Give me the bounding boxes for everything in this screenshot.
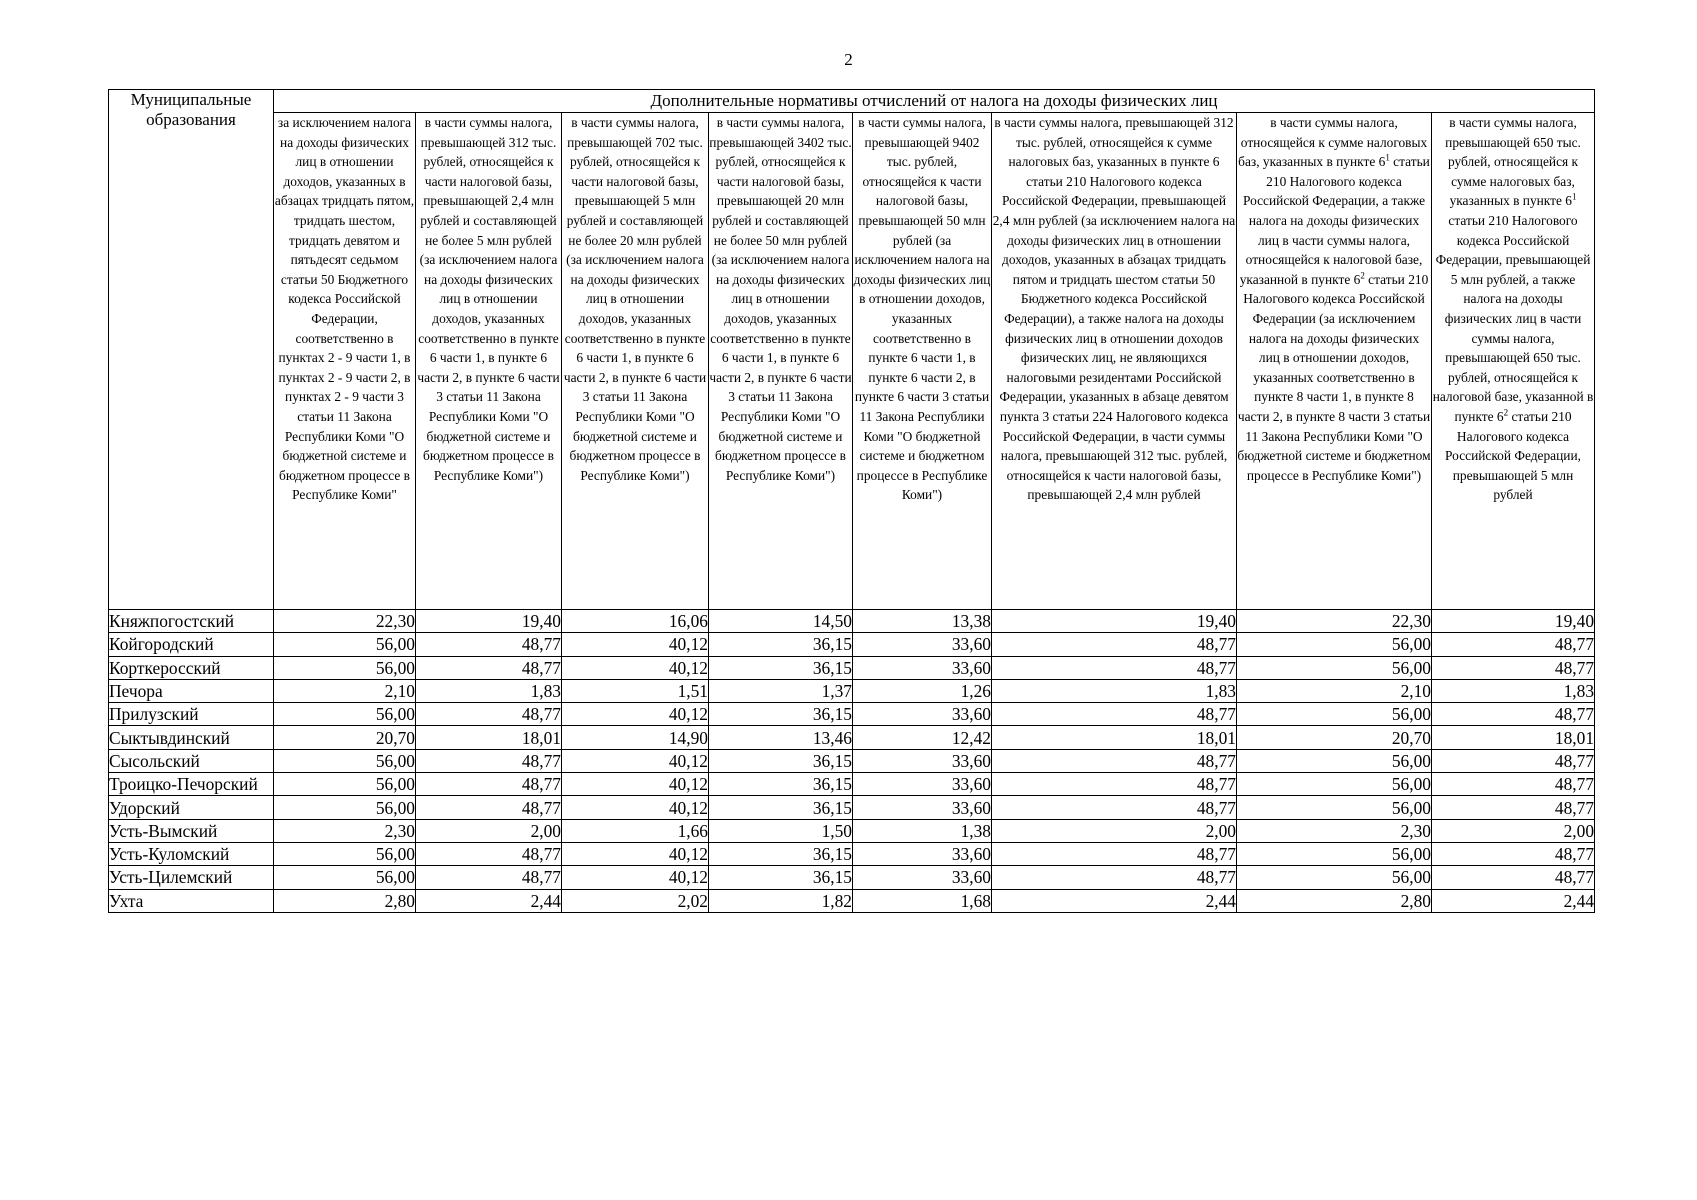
value-cell: 48,77 bbox=[992, 633, 1237, 656]
value-cell: 20,70 bbox=[274, 726, 416, 749]
table-row bbox=[109, 889, 1595, 912]
table-row bbox=[109, 749, 1595, 772]
value-cell: 33,60 bbox=[853, 796, 992, 819]
column-header: за исключением налога на доходы физических лиц в отношении доходов, указанных в абзацах тридцать пятом, тридцать шестом, тридцать девятом и пятьдесят седьмом статьи 50 Бюджетного кодекса Российской Федерации, соответственно в пунктах 2 - 9 части 1, в пунктах 2 - 9 части 2, в пунктах 2 - 9 части 3 статьи 11 Закона Республики Коми "О бюджетной системе и бюджетном процессе в Республике Коми" bbox=[274, 113, 416, 610]
municipality-name: Печора bbox=[109, 679, 274, 702]
value-cell: 48,77 bbox=[992, 749, 1237, 772]
value-cell: 33,60 bbox=[853, 656, 992, 679]
table-row bbox=[109, 842, 1595, 865]
value-cell: 36,15 bbox=[709, 796, 853, 819]
value-cell: 20,70 bbox=[1237, 726, 1432, 749]
value-cell: 19,40 bbox=[992, 610, 1237, 633]
value-cell: 40,12 bbox=[562, 866, 709, 889]
municipality-name: Корткеросский bbox=[109, 656, 274, 679]
value-cell: 48,77 bbox=[416, 703, 562, 726]
value-cell: 56,00 bbox=[1237, 656, 1432, 679]
value-cell: 22,30 bbox=[1237, 610, 1432, 633]
value-cell: 48,77 bbox=[1432, 703, 1595, 726]
municipality-header: Муниципальные образования bbox=[109, 90, 274, 610]
column-header: в части суммы налога, превышающей 312 тыс. рублей, относящейся к части налоговой базы, превышающей 2,4 млн рублей и составляющей не более 5 млн рублей (за исключением налога на доходы физических лиц в отношении доходов, указанных соответственно в пункте 6 части 1, в пункте 6 части 2, в пункте 6 части 3 статьи 11 Закона Республики Коми "О бюджетной системе и бюджетном процессе в Республике Коми") bbox=[416, 113, 562, 610]
value-cell: 36,15 bbox=[709, 703, 853, 726]
value-cell: 48,77 bbox=[416, 656, 562, 679]
municipality-name: Койгородский bbox=[109, 633, 274, 656]
table-row bbox=[109, 633, 1595, 656]
table-body bbox=[109, 610, 1595, 913]
value-cell: 13,46 bbox=[709, 726, 853, 749]
value-cell: 36,15 bbox=[709, 842, 853, 865]
table-row bbox=[109, 819, 1595, 842]
value-cell: 56,00 bbox=[1237, 703, 1432, 726]
value-cell: 2,44 bbox=[1432, 889, 1595, 912]
value-cell: 1,51 bbox=[562, 679, 709, 702]
table-row bbox=[109, 773, 1595, 796]
value-cell: 48,77 bbox=[416, 796, 562, 819]
value-cell: 33,60 bbox=[853, 866, 992, 889]
value-cell: 40,12 bbox=[562, 842, 709, 865]
value-cell: 33,60 bbox=[853, 703, 992, 726]
group-header: Дополнительные нормативы отчислений от налога на доходы физических лиц bbox=[274, 90, 1595, 113]
value-cell: 2,02 bbox=[562, 889, 709, 912]
value-cell: 2,80 bbox=[1237, 889, 1432, 912]
value-cell: 40,12 bbox=[562, 656, 709, 679]
value-cell: 56,00 bbox=[274, 656, 416, 679]
value-cell: 1,66 bbox=[562, 819, 709, 842]
value-cell: 33,60 bbox=[853, 842, 992, 865]
value-cell: 48,77 bbox=[1432, 633, 1595, 656]
value-cell: 56,00 bbox=[274, 866, 416, 889]
value-cell: 48,77 bbox=[1432, 842, 1595, 865]
value-cell: 18,01 bbox=[416, 726, 562, 749]
page-number: 2 bbox=[844, 50, 853, 69]
value-cell: 40,12 bbox=[562, 633, 709, 656]
value-cell: 48,77 bbox=[1432, 796, 1595, 819]
value-cell: 16,06 bbox=[562, 610, 709, 633]
column-header: в части суммы налога, превышающей 3402 тыс. рублей, относящейся к части налоговой базы, превышающей 20 млн рублей и составляющей не более 50 млн рублей (за исключением налога на доходы физических лиц в отношении доходов, указанных соответственно в пункте 6 части 1, в пункте 6 части 2, в пункте 6 части 3 статьи 11 Закона Республики Коми "О бюджетной системе и бюджетном процессе в Республике Коми") bbox=[709, 113, 853, 610]
value-cell: 40,12 bbox=[562, 796, 709, 819]
value-cell: 48,77 bbox=[416, 866, 562, 889]
value-cell: 1,37 bbox=[709, 679, 853, 702]
value-cell: 56,00 bbox=[1237, 633, 1432, 656]
column-header: в части суммы налога, превышающей 9402 тыс. рублей, относящейся к части налоговой базы, превышающей 50 млн рублей (за исключением налога на доходы физических лиц в отношении доходов, указанных соответственно в пункте 6 части 1, в пункте 6 части 2, в пункте 6 части 3 статьи 11 Закона Республики Коми "О бюджетной системе и бюджетном процессе в Республике Коми") bbox=[853, 113, 992, 610]
value-cell: 1,83 bbox=[1432, 679, 1595, 702]
value-cell: 2,44 bbox=[416, 889, 562, 912]
municipality-name: Сыктывдинский bbox=[109, 726, 274, 749]
value-cell: 36,15 bbox=[709, 633, 853, 656]
value-cell: 48,77 bbox=[992, 796, 1237, 819]
value-cell: 36,15 bbox=[709, 773, 853, 796]
value-cell: 40,12 bbox=[562, 773, 709, 796]
table-row bbox=[109, 726, 1595, 749]
value-cell: 2,80 bbox=[274, 889, 416, 912]
value-cell: 40,12 bbox=[562, 703, 709, 726]
value-cell: 1,83 bbox=[992, 679, 1237, 702]
table-row bbox=[109, 866, 1595, 889]
table-row bbox=[109, 679, 1595, 702]
municipality-name: Троицко-Печорский bbox=[109, 773, 274, 796]
value-cell: 56,00 bbox=[1237, 773, 1432, 796]
value-cell: 1,68 bbox=[853, 889, 992, 912]
table-row bbox=[109, 610, 1595, 633]
value-cell: 33,60 bbox=[853, 773, 992, 796]
value-cell: 48,77 bbox=[1432, 656, 1595, 679]
municipality-name: Прилузский bbox=[109, 703, 274, 726]
value-cell: 19,40 bbox=[416, 610, 562, 633]
table-row bbox=[109, 796, 1595, 819]
value-cell: 2,30 bbox=[274, 819, 416, 842]
table-row bbox=[109, 656, 1595, 679]
value-cell: 48,77 bbox=[416, 773, 562, 796]
value-cell: 48,77 bbox=[992, 656, 1237, 679]
municipality-name: Сысольский bbox=[109, 749, 274, 772]
value-cell: 18,01 bbox=[992, 726, 1237, 749]
value-cell: 36,15 bbox=[709, 866, 853, 889]
value-cell: 2,00 bbox=[416, 819, 562, 842]
value-cell: 48,77 bbox=[992, 703, 1237, 726]
value-cell: 12,42 bbox=[853, 726, 992, 749]
value-cell: 2,00 bbox=[1432, 819, 1595, 842]
value-cell: 14,90 bbox=[562, 726, 709, 749]
normatives-table bbox=[108, 89, 1595, 913]
value-cell: 1,26 bbox=[853, 679, 992, 702]
municipality-name: Усть-Вымский bbox=[109, 819, 274, 842]
municipality-name: Княжпогостский bbox=[109, 610, 274, 633]
value-cell: 48,77 bbox=[992, 773, 1237, 796]
value-cell: 2,10 bbox=[1237, 679, 1432, 702]
value-cell: 48,77 bbox=[992, 842, 1237, 865]
value-cell: 56,00 bbox=[274, 773, 416, 796]
value-cell: 56,00 bbox=[1237, 866, 1432, 889]
value-cell: 48,77 bbox=[1432, 866, 1595, 889]
value-cell: 33,60 bbox=[853, 633, 992, 656]
value-cell: 40,12 bbox=[562, 749, 709, 772]
column-header: в части суммы налога, превышающей 702 тыс. рублей, относящейся к части налоговой базы, превышающей 5 млн рублей и составляющей не более 20 млн рублей (за исключением налога на доходы физических лиц в отношении доходов, указанных соответственно в пункте 6 части 1, в пункте 6 части 2, в пункте 6 части 3 статьи 11 Закона Республики Коми "О бюджетной системе и бюджетном процессе в Республике Коми") bbox=[562, 113, 709, 610]
table-row bbox=[109, 703, 1595, 726]
value-cell: 56,00 bbox=[274, 703, 416, 726]
value-cell: 48,77 bbox=[416, 633, 562, 656]
column-header: в части суммы налога, относящейся к сумме налоговых баз, указанных в пункте $6^1$ статьи 210 Налогового кодекса Российской Федерации, а также налога на доходы физических лиц в части суммы налога, относящейся к налоговой базе, указанной в пункте $6^2$ статьи 210 Налогового кодекса Российской Федерации (за исключением налога на доходы физических лиц в отношении доходов, указанных соответственно в пункте 8 части 1, в пункте 8 части 2, в пункте 8 части 3 статьи 11 Закона Республики Коми "О бюджетной системе и бюджетном процессе в Республике Коми") bbox=[1237, 113, 1432, 610]
value-cell: 13,38 bbox=[853, 610, 992, 633]
value-cell: 56,00 bbox=[274, 796, 416, 819]
value-cell: 33,60 bbox=[853, 749, 992, 772]
value-cell: 1,50 bbox=[709, 819, 853, 842]
value-cell: 1,82 bbox=[709, 889, 853, 912]
municipality-name: Ухта bbox=[109, 889, 274, 912]
municipality-name: Усть-Куломский bbox=[109, 842, 274, 865]
municipality-name: Усть-Цилемский bbox=[109, 866, 274, 889]
value-cell: 2,10 bbox=[274, 679, 416, 702]
value-cell: 2,00 bbox=[992, 819, 1237, 842]
column-header: в части суммы налога, превышающей 650 тыс. рублей, относящейся к сумме налоговых баз, указанных в пункте $6^1$ статьи 210 Налогового кодекса Российской Федерации, превышающей 5 млн рублей, а также налога на доходы физических лиц в части суммы налога, превышающей 650 тыс. рублей, относящейся к налоговой базе, указанной в пункте $6^2$ статьи 210 Налогового кодекса Российской Федерации, превышающей 5 млн рублей bbox=[1432, 113, 1595, 610]
value-cell: 56,00 bbox=[274, 842, 416, 865]
value-cell: 56,00 bbox=[274, 633, 416, 656]
municipality-name: Удорский bbox=[109, 796, 274, 819]
value-cell: 48,77 bbox=[1432, 773, 1595, 796]
value-cell: 2,44 bbox=[992, 889, 1237, 912]
value-cell: 36,15 bbox=[709, 656, 853, 679]
value-cell: 48,77 bbox=[416, 842, 562, 865]
value-cell: 48,77 bbox=[992, 866, 1237, 889]
value-cell: 18,01 bbox=[1432, 726, 1595, 749]
value-cell: 1,83 bbox=[416, 679, 562, 702]
value-cell: 1,38 bbox=[853, 819, 992, 842]
value-cell: 19,40 bbox=[1432, 610, 1595, 633]
value-cell: 48,77 bbox=[416, 749, 562, 772]
value-cell: 56,00 bbox=[1237, 796, 1432, 819]
column-header: в части суммы налога, превышающей 312 тыс. рублей, относящейся к сумме налоговых баз, указанных в пункте 6 статьи 210 Налогового кодекса Российской Федерации, превышающей 2,4 млн рублей (за исключением налога на доходы физических лиц в отношении доходов, указанных в абзацах тридцать пятом и тридцать шестом статьи 50 Бюджетного кодекса Российской Федерации), а также налога на доходы физических лиц в отношении доходов физических лиц, не являющихся налоговыми резидентами Российской Федерации, указанных в абзаце девятом пункта 3 статьи 224 Налогового кодекса Российской Федерации, в части суммы налога, превышающей 312 тыс. рублей, относящейся к части налоговой базы, превышающей 2,4 млн рублей bbox=[992, 113, 1237, 610]
value-cell: 14,50 bbox=[709, 610, 853, 633]
value-cell: 2,30 bbox=[1237, 819, 1432, 842]
value-cell: 56,00 bbox=[1237, 749, 1432, 772]
value-cell: 36,15 bbox=[709, 749, 853, 772]
value-cell: 56,00 bbox=[274, 749, 416, 772]
value-cell: 22,30 bbox=[274, 610, 416, 633]
value-cell: 56,00 bbox=[1237, 842, 1432, 865]
value-cell: 48,77 bbox=[1432, 749, 1595, 772]
